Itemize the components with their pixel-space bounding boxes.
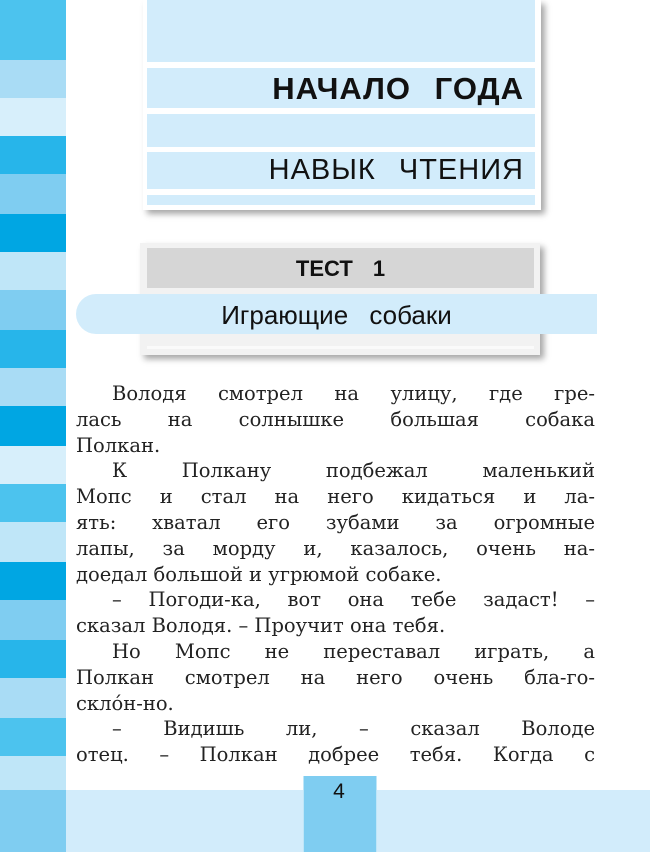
story-line: – Видишь ли, – сказал Володе [112,717,595,741]
story-text [76,381,595,768]
story-title: Играющие собаки [221,300,452,330]
story-line: Полкан. [76,433,161,457]
story-line: лась на солнышке большая собака [76,407,595,431]
page-number: 4 [333,780,345,803]
story-line: отец. – Полкан добрее тебя. Когда с [76,743,595,767]
section-subtitle: НАВЫК ЧТЕНИЯ [268,154,524,186]
left-margin-stripes [0,0,66,852]
story-line: скло́н-но. [76,691,174,715]
story-line: ять: хватал его зубами за огромные [76,510,595,534]
story-line: Но Мопс не переставал играть, а [112,639,595,663]
story-line: Мопс и стал на него кидаться и ла- [76,485,595,509]
test-label: ТЕСТ 1 [295,256,386,281]
section-title: НАЧАЛО ГОДА [272,71,524,106]
story-line: Полкан смотрел на него очень бла-го- [76,665,595,689]
story-line: доедал большой и угрюмой собаке. [76,562,442,586]
panel-divider [147,346,534,349]
story-line: – Погоди-ка, вот она тебе задаст! – [112,588,595,612]
header-band [147,0,535,62]
story-line: лапы, за морду и, казалось, очень на- [76,536,595,560]
story-line: Володя смотрел на улицу, где гре- [112,382,595,405]
story-line: сказал Володя. – Проучит она тебя. [76,614,446,638]
story-line: К Полкану подбежал маленький [112,459,595,483]
header-band [147,114,535,147]
header-band [147,195,535,205]
